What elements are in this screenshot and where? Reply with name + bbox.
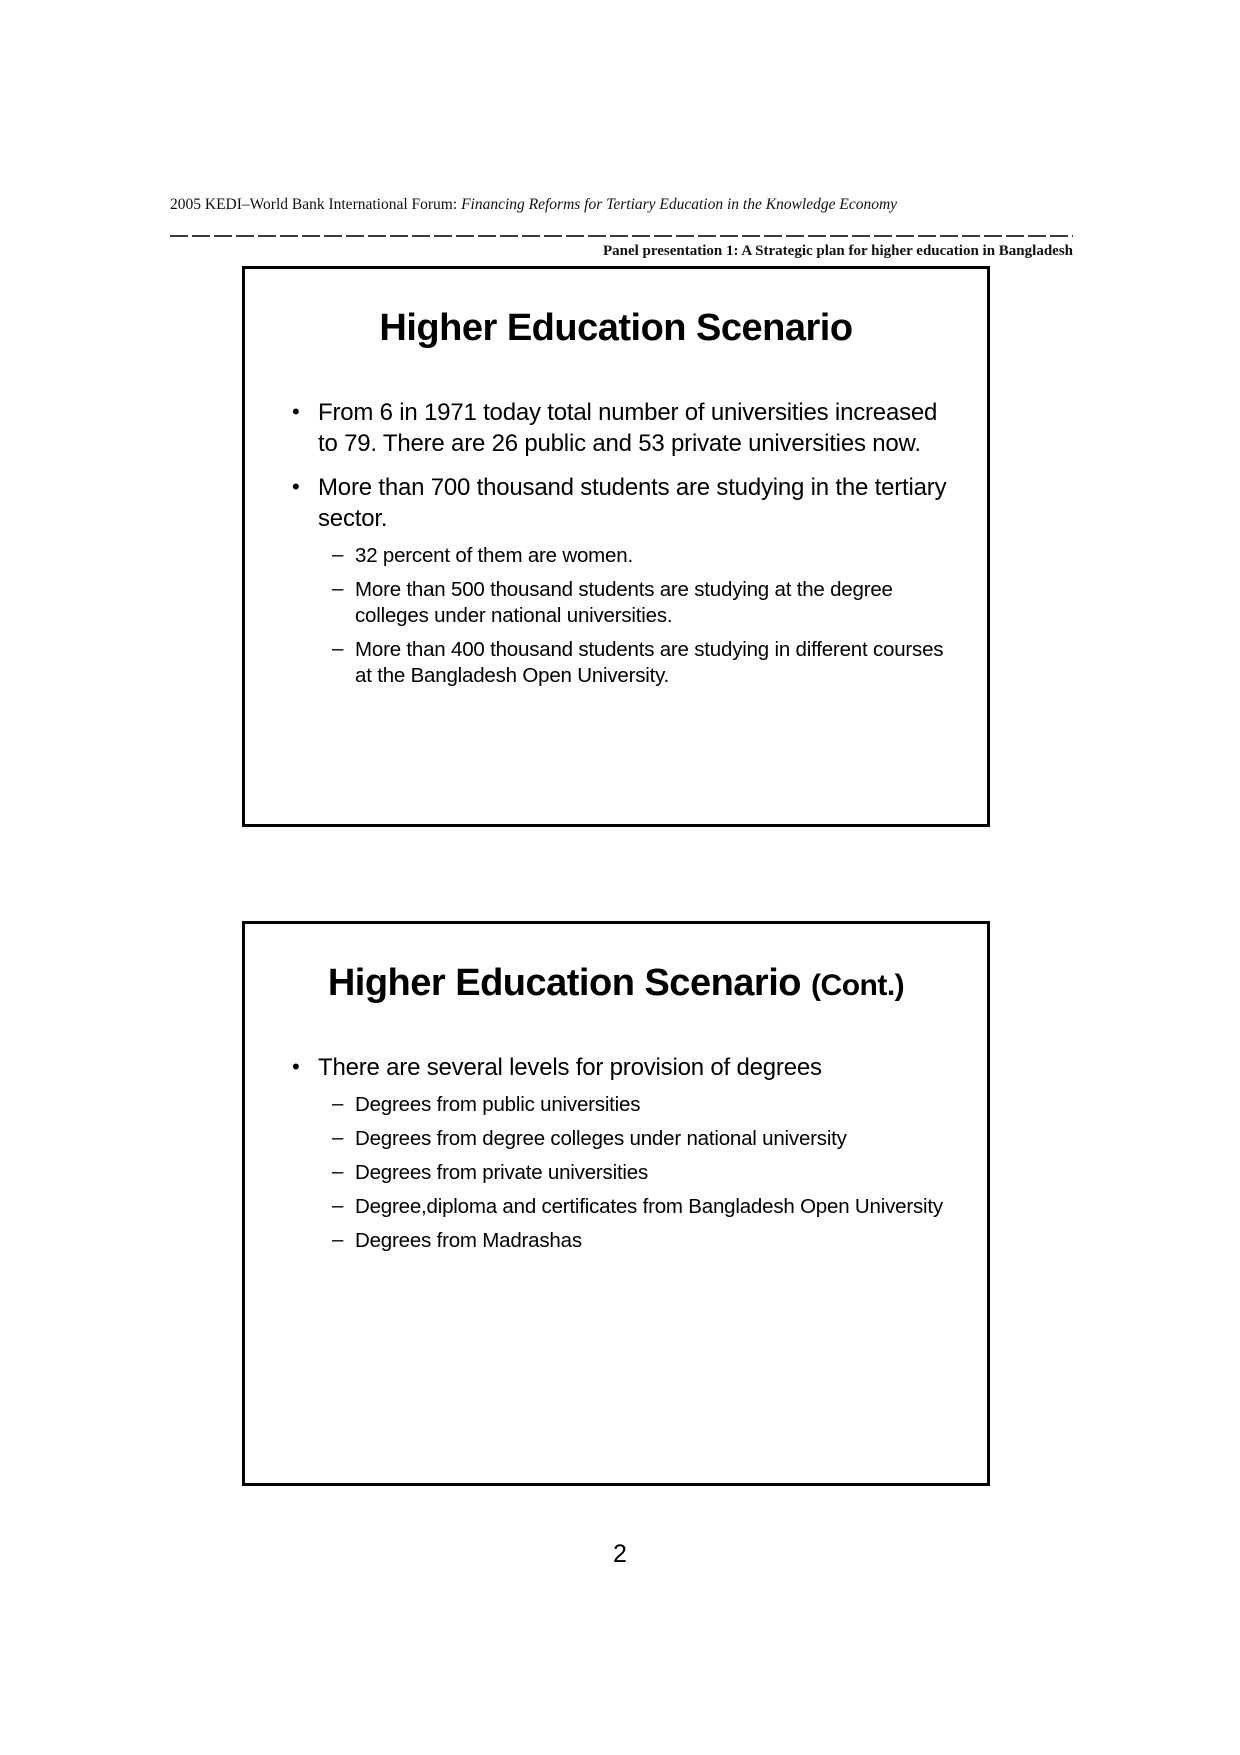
- dash-marker: –: [332, 542, 344, 566]
- bullet-text: More than 700 thousand students are studying in the tertiary sector.: [318, 473, 947, 532]
- sub-bullet-text: Degree,diploma and certificates from Bangladesh Open University: [355, 1194, 943, 1218]
- dash-marker: –: [332, 1227, 344, 1251]
- slide-1-title-text: Higher Education Scenario: [379, 307, 853, 349]
- bullet-item: [291, 1052, 959, 1254]
- bullet-item: [291, 397, 959, 459]
- slide-1-bullet-list: [245, 397, 987, 689]
- slide-2-title-text: Higher Education Scenario: [327, 962, 801, 1004]
- slide-2-title: [255, 962, 977, 1006]
- sub-bullet-text: Degrees from public universities: [355, 1092, 641, 1116]
- dash-marker: –: [332, 1125, 344, 1149]
- slide-2-bullet-list: [245, 1052, 987, 1254]
- sub-bullet-item: [318, 1228, 959, 1254]
- page-number: 2: [613, 1540, 627, 1568]
- sub-bullet-list: [318, 1092, 959, 1254]
- sub-bullet-text: More than 400 thousand students are studying in different courses at the Bangladesh Open University.: [355, 637, 944, 687]
- forum-header: [170, 196, 897, 214]
- panel-presentation-label: Panel presentation 1: A Strategic plan for higher education in Bangladesh: [602, 243, 1073, 259]
- sub-bullet-item: [318, 1092, 959, 1118]
- sub-bullet-item: [318, 577, 959, 629]
- sub-bullet-text: Degrees from private universities: [355, 1160, 649, 1184]
- dash-marker: –: [332, 1159, 344, 1183]
- dash-marker: –: [332, 1193, 344, 1217]
- slide-2-title-suffix: (Cont.): [811, 969, 905, 1002]
- bullet-marker: •: [292, 1053, 300, 1079]
- dash-marker: –: [332, 636, 344, 660]
- dash-marker: –: [332, 576, 344, 600]
- sub-bullet-text: More than 500 thousand students are studying at the degree colleges under national universities.: [355, 577, 893, 627]
- forum-header-italic: Financing Reforms for Tertiary Education in the Knowledge Economy: [457, 196, 898, 213]
- sub-bullet-text: Degrees from Madrashas: [355, 1228, 582, 1252]
- slide-1: [242, 266, 990, 827]
- slide-1-title: [255, 307, 977, 351]
- slide-2: [242, 921, 990, 1486]
- bullet-text: From 6 in 1971 today total number of universities increased to 79. There are 26 public and 53 private universities now.: [318, 398, 938, 457]
- forum-header-regular: 2005 KEDI–World Bank International Forum:: [170, 196, 458, 213]
- dash-marker: –: [332, 1091, 344, 1115]
- bullet-marker: •: [292, 398, 300, 424]
- sub-bullet-item: [318, 1160, 959, 1186]
- sub-bullet-item: [318, 543, 959, 569]
- sub-bullet-text: 32 percent of them are women.: [355, 543, 633, 567]
- sub-bullet-item: [318, 637, 959, 689]
- sub-bullet-list: [318, 543, 959, 689]
- header-rule: [170, 235, 1073, 237]
- bullet-item: [291, 472, 959, 689]
- bullet-marker: •: [292, 473, 300, 499]
- sub-bullet-item: [318, 1194, 959, 1220]
- bullet-text: There are several levels for provision of degrees: [318, 1053, 822, 1081]
- sub-bullet-text: Degrees from degree colleges under national university: [355, 1126, 847, 1150]
- sub-bullet-item: [318, 1126, 959, 1152]
